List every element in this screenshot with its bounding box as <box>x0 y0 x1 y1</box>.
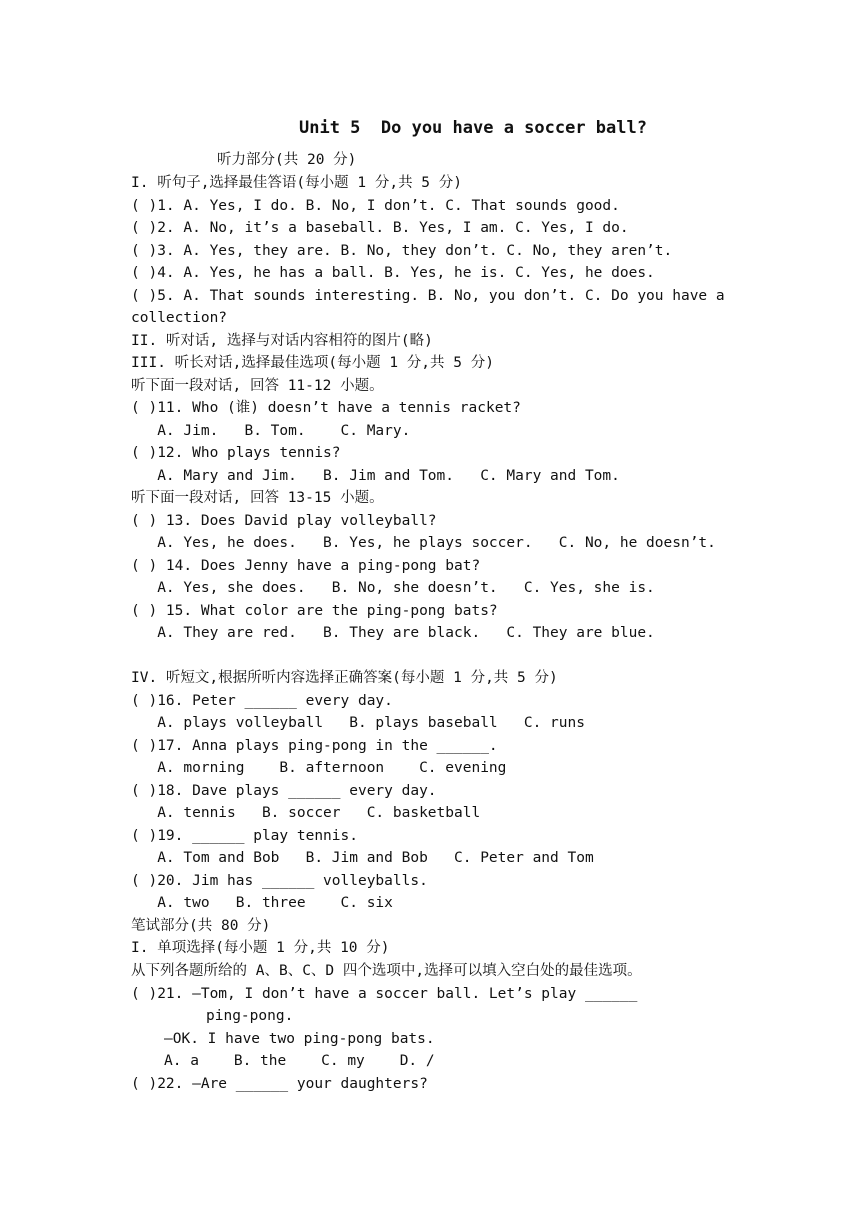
question-5-continued: collection? <box>131 310 228 326</box>
question-14-options: A. Yes, she does. B. No, she doesn’t. C. Yes, she is. <box>131 580 655 596</box>
question-15: ( ) 15. What color are the ping-pong bats? <box>131 603 498 619</box>
question-2: ( )2. A. No, it’s a baseball. B. Yes, I am. C. Yes, I do. <box>131 220 629 236</box>
part-1-heading: I. 听句子,选择最佳答语(每小题 1 分,共 5 分) <box>131 175 462 191</box>
single-choice-instruction: 从下列各题所给的 A、B、C、D 四个选项中,选择可以填入空白处的最佳选项。 <box>131 963 642 979</box>
question-16: ( )16. Peter ______ every day. <box>131 693 393 709</box>
question-12-options: A. Mary and Jim. B. Jim and Tom. C. Mary and Tom. <box>131 468 620 484</box>
question-18-options: A. tennis B. soccer C. basketball <box>131 805 481 821</box>
dialogue-instruction-13-15: 听下面一段对话, 回答 13-15 小题。 <box>131 490 384 506</box>
question-19-options: A. Tom and Bob B. Jim and Bob C. Peter and Tom <box>131 850 594 866</box>
question-13: ( ) 13. Does David play volleyball? <box>131 513 437 529</box>
question-21: ( )21. —Tom, I don’t have a soccer ball. Let’s play ______ <box>131 986 638 1002</box>
page-title: Unit 5 Do you have a soccer ball? <box>299 118 647 138</box>
question-5: ( )5. A. That sounds interesting. B. No, you don’t. C. Do you have a <box>131 288 725 304</box>
question-21-response: —OK. I have two ping-pong bats. <box>164 1031 435 1047</box>
question-18: ( )18. Dave plays ______ every day. <box>131 783 437 799</box>
question-21-continued: ping-pong. <box>206 1008 294 1024</box>
question-11: ( )11. Who (谁) doesn’t have a tennis racket? <box>131 400 521 416</box>
question-1: ( )1. A. Yes, I do. B. No, I don’t. C. That sounds good. <box>131 198 620 214</box>
written-section-heading: 笔试部分(共 80 分) <box>131 918 271 934</box>
question-12: ( )12. Who plays tennis? <box>131 445 341 461</box>
question-16-options: A. plays volleyball B. plays baseball C. runs <box>131 715 585 731</box>
part-3-heading: III. 听长对话,选择最佳选项(每小题 1 分,共 5 分) <box>131 355 494 371</box>
question-22: ( )22. —Are ______ your daughters? <box>131 1076 428 1092</box>
part-2-heading: II. 听对话, 选择与对话内容相符的图片(略) <box>131 333 433 349</box>
question-11-options: A. Jim. B. Tom. C. Mary. <box>131 423 411 439</box>
question-17: ( )17. Anna plays ping-pong in the ______. <box>131 738 498 754</box>
question-13-options: A. Yes, he does. B. Yes, he plays soccer. C. No, he doesn’t. <box>131 535 716 551</box>
listening-section-heading: 听力部分(共 20 分) <box>217 152 357 168</box>
question-17-options: A. morning B. afternoon C. evening <box>131 760 507 776</box>
question-14: ( ) 14. Does Jenny have a ping-pong bat? <box>131 558 481 574</box>
question-15-options: A. They are red. B. They are black. C. They are blue. <box>131 625 655 641</box>
question-3: ( )3. A. Yes, they are. B. No, they don’t. C. No, they aren’t. <box>131 243 673 259</box>
question-20: ( )20. Jim has ______ volleyballs. <box>131 873 428 889</box>
dialogue-instruction-11-12: 听下面一段对话, 回答 11-12 小题。 <box>131 378 384 394</box>
question-19: ( )19. ______ play tennis. <box>131 828 358 844</box>
question-21-options: A. a B. the C. my D. / <box>164 1053 435 1069</box>
question-20-options: A. two B. three C. six <box>131 895 393 911</box>
single-choice-heading: I. 单项选择(每小题 1 分,共 10 分) <box>131 940 390 956</box>
question-4: ( )4. A. Yes, he has a ball. B. Yes, he is. C. Yes, he does. <box>131 265 655 281</box>
part-4-heading: IV. 听短文,根据所听内容选择正确答案(每小题 1 分,共 5 分) <box>131 670 558 686</box>
